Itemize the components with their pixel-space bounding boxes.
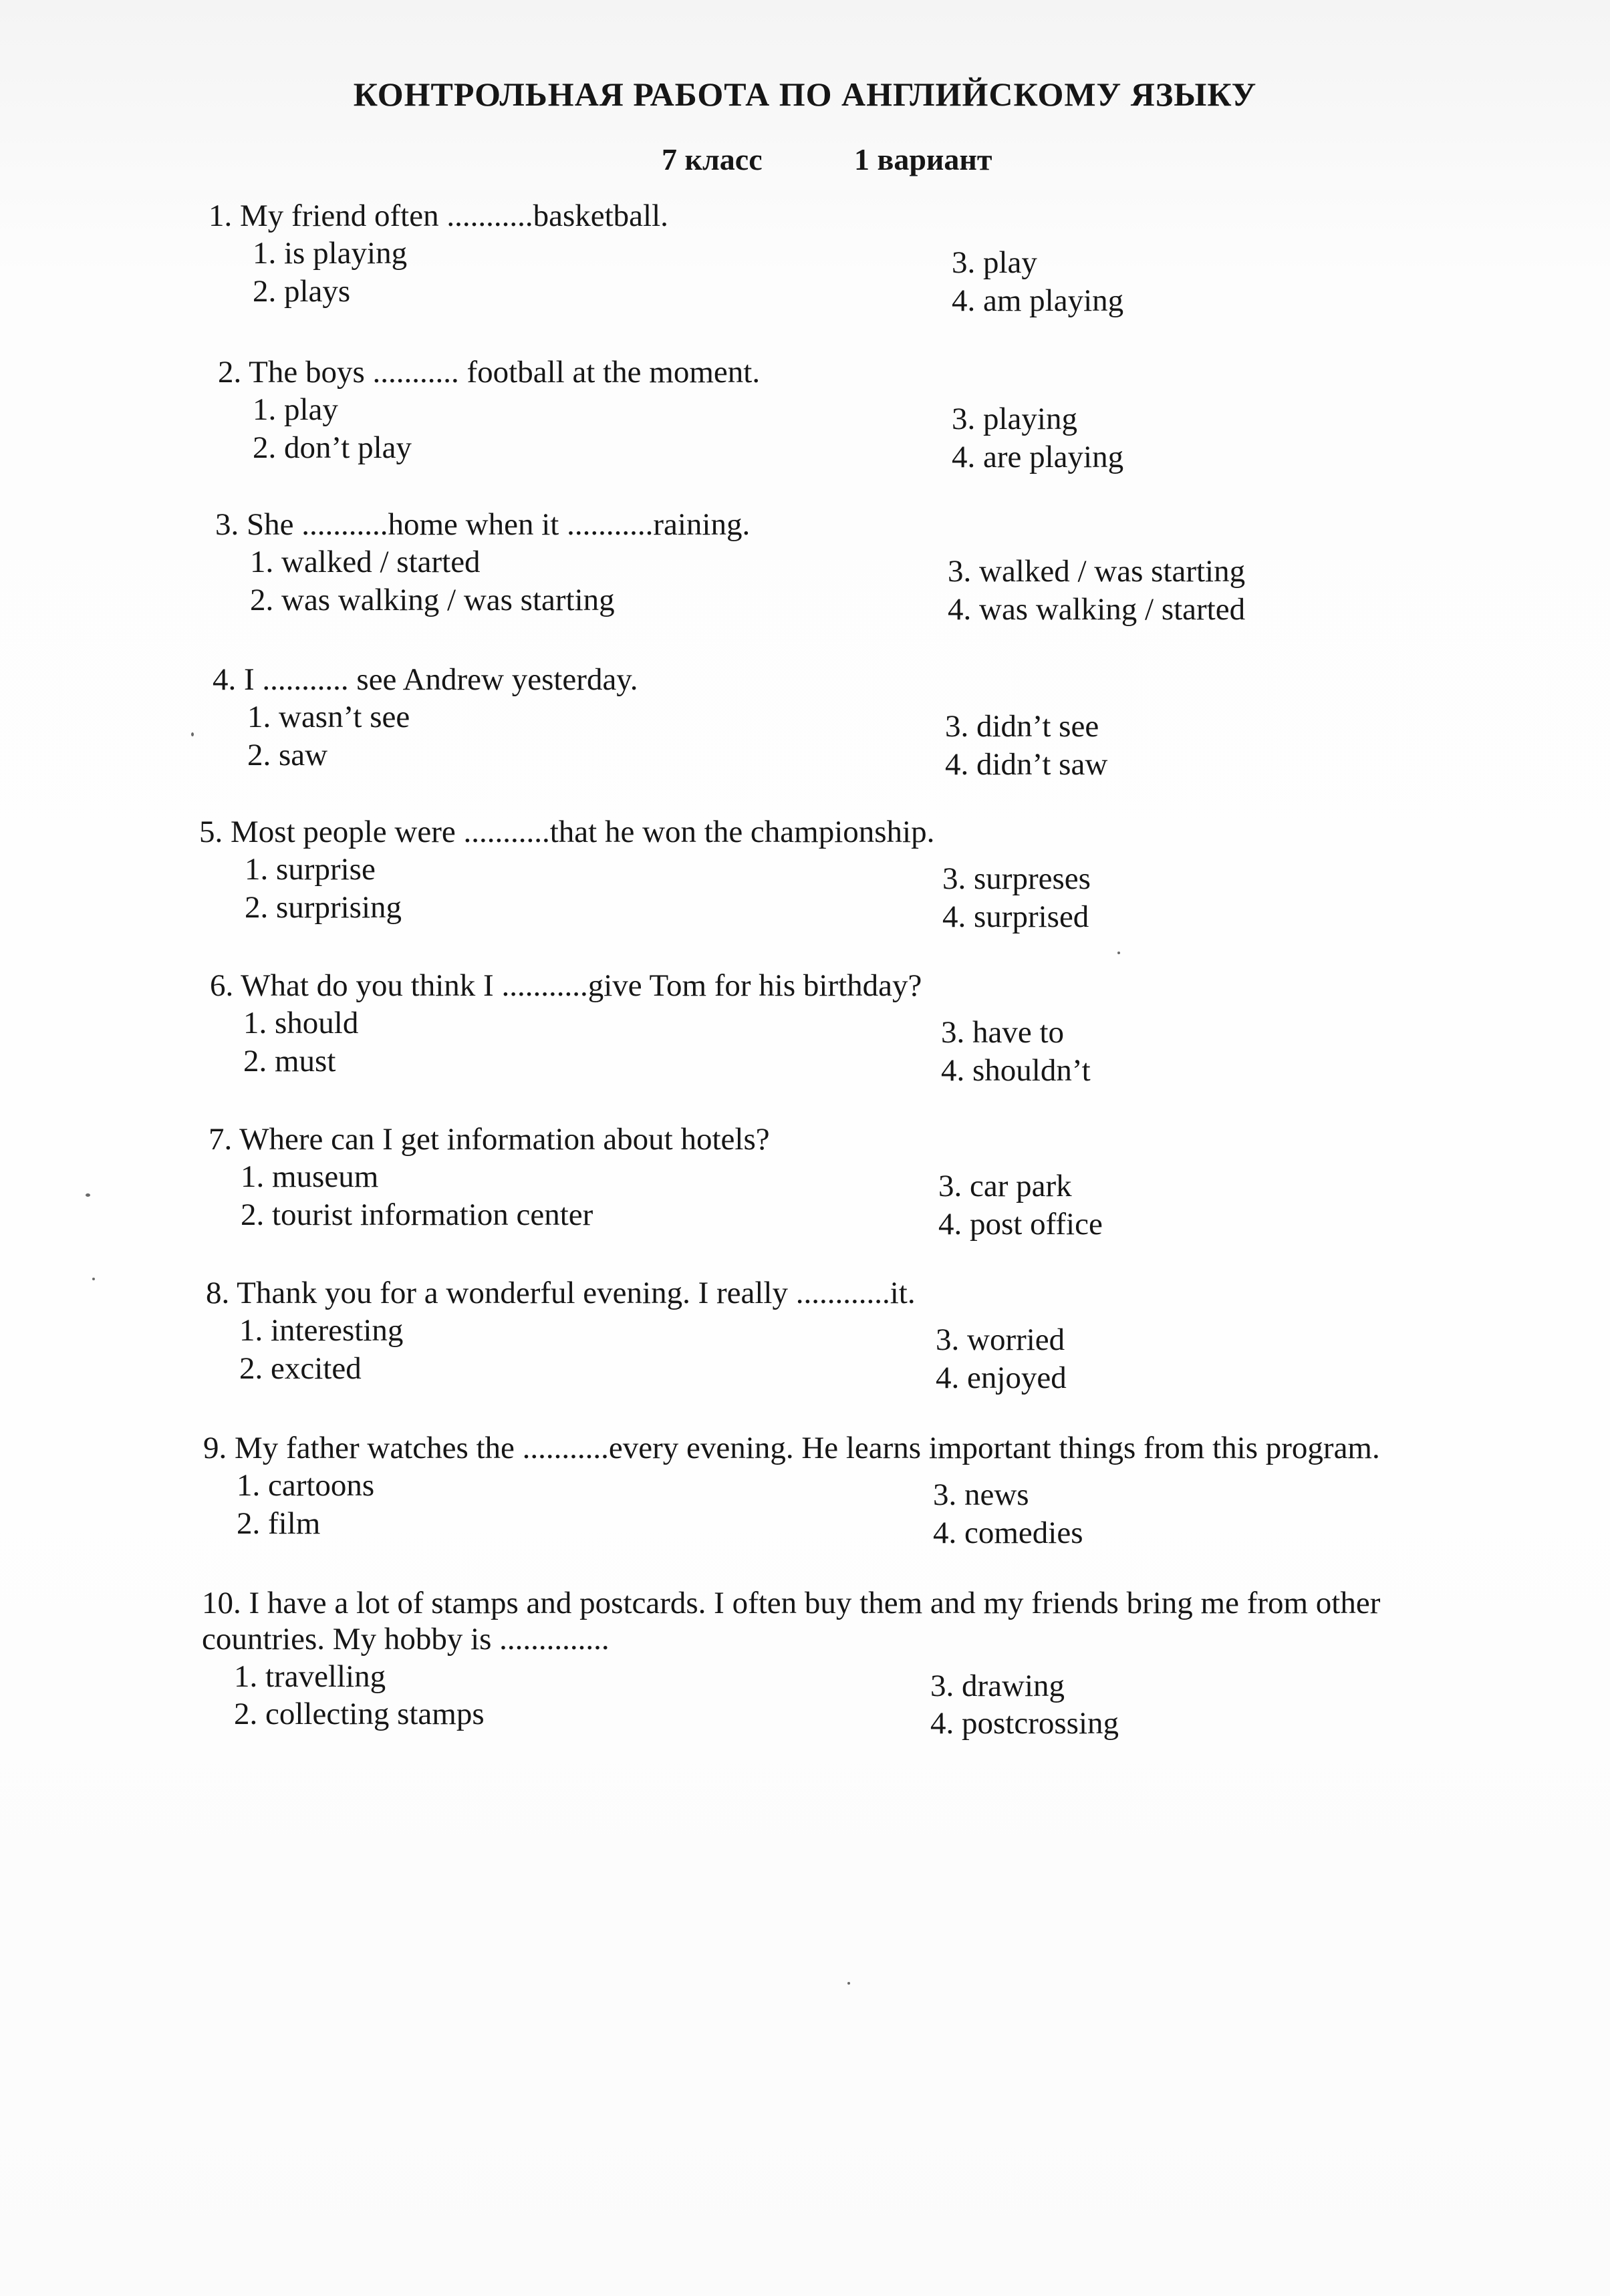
option-4: 4. postcrossing bbox=[930, 1706, 1119, 1741]
option-4: 4. surprised bbox=[942, 899, 1089, 934]
question-8 bbox=[0, 1275, 1610, 1422]
scan-speck bbox=[1117, 952, 1120, 954]
question-text: 5. Most people were ...........that he won the championship. bbox=[199, 815, 935, 849]
grade-label: 7 класс bbox=[662, 142, 763, 176]
question-text: 10. I have a lot of stamps and postcards. I often buy them and my friends bring me from other bbox=[202, 1586, 1381, 1620]
variant-label: 1 вариант bbox=[854, 142, 992, 176]
scan-speck bbox=[92, 1278, 95, 1280]
option-4: 4. are playing bbox=[952, 440, 1124, 474]
option-3: 3. news bbox=[933, 1477, 1029, 1512]
option-4: 4. am playing bbox=[952, 283, 1124, 318]
question-text: 1. My friend often ...........basketball. bbox=[209, 198, 668, 233]
option-4: 4. enjoyed bbox=[936, 1360, 1067, 1395]
question-5 bbox=[0, 814, 1610, 961]
option-3: 3. didn’t see bbox=[945, 709, 1099, 744]
question-3 bbox=[0, 507, 1610, 654]
question-text: 8. Thank you for a wonderful evening. I really ............it. bbox=[206, 1276, 916, 1310]
option-3: 3. car park bbox=[938, 1169, 1072, 1203]
option-1: 1. museum bbox=[241, 1159, 379, 1194]
option-1: 1. surprise bbox=[245, 852, 376, 887]
question-10 bbox=[0, 1585, 1610, 1772]
option-4: 4. shouldn’t bbox=[941, 1053, 1091, 1088]
question-1 bbox=[0, 198, 1610, 345]
question-text: 4. I ........... see Andrew yesterday. bbox=[213, 662, 638, 697]
option-2: 2. saw bbox=[247, 738, 328, 772]
page-title: КОНТРОЛЬНАЯ РАБОТА ПО АНГЛИЙСКОМУ ЯЗЫКУ bbox=[353, 76, 1257, 113]
question-4 bbox=[0, 662, 1610, 809]
option-1: 1. cartoons bbox=[237, 1468, 375, 1503]
scan-speck bbox=[847, 1982, 850, 1985]
option-1: 1. should bbox=[243, 1006, 359, 1040]
option-2: 2. surprising bbox=[245, 890, 402, 925]
question-text-continued: countries. My hobby is .............. bbox=[202, 1622, 610, 1657]
option-3: 3. have to bbox=[941, 1015, 1065, 1050]
question-6 bbox=[0, 968, 1610, 1115]
option-3: 3. worried bbox=[936, 1322, 1065, 1357]
option-3: 3. play bbox=[952, 245, 1037, 280]
scan-speck bbox=[86, 1193, 90, 1197]
option-3: 3. playing bbox=[952, 402, 1077, 436]
option-1: 1. is playing bbox=[253, 236, 408, 271]
option-1: 1. wasn’t see bbox=[247, 700, 410, 734]
option-2: 2. collecting stamps bbox=[234, 1697, 485, 1731]
option-4: 4. comedies bbox=[933, 1516, 1083, 1550]
option-2: 2. plays bbox=[253, 274, 351, 309]
option-2: 2. tourist information center bbox=[241, 1197, 593, 1232]
option-1: 1. interesting bbox=[239, 1313, 404, 1348]
option-2: 2. was walking / was starting bbox=[250, 583, 615, 617]
option-3: 3. drawing bbox=[930, 1669, 1065, 1703]
option-4: 4. didn’t saw bbox=[945, 747, 1108, 782]
option-4: 4. was walking / started bbox=[948, 592, 1246, 627]
question-text: 3. She ...........home when it ...........raining. bbox=[215, 507, 751, 542]
question-text: 2. The boys ........... football at the moment. bbox=[218, 355, 761, 390]
option-1: 1. walked / started bbox=[250, 545, 481, 579]
question-2 bbox=[0, 354, 1610, 501]
option-2: 2. excited bbox=[239, 1351, 362, 1386]
option-2: 2. must bbox=[243, 1044, 336, 1079]
scan-speck bbox=[191, 732, 194, 736]
option-2: 2. don’t play bbox=[253, 430, 412, 465]
option-2: 2. film bbox=[237, 1506, 321, 1541]
option-1: 1. play bbox=[253, 392, 338, 427]
option-3: 3. surpreses bbox=[942, 861, 1091, 896]
question-7 bbox=[0, 1121, 1610, 1268]
option-3: 3. walked / was starting bbox=[948, 554, 1246, 589]
option-4: 4. post office bbox=[938, 1207, 1103, 1242]
option-1: 1. travelling bbox=[234, 1659, 386, 1694]
question-text: 9. My father watches the ...........every evening. He learns important things from this program. bbox=[203, 1431, 1380, 1465]
question-text: 6. What do you think I ...........give Tom for his birthday? bbox=[210, 968, 922, 1003]
question-9 bbox=[0, 1430, 1610, 1577]
question-text: 7. Where can I get information about hotels? bbox=[209, 1122, 770, 1157]
